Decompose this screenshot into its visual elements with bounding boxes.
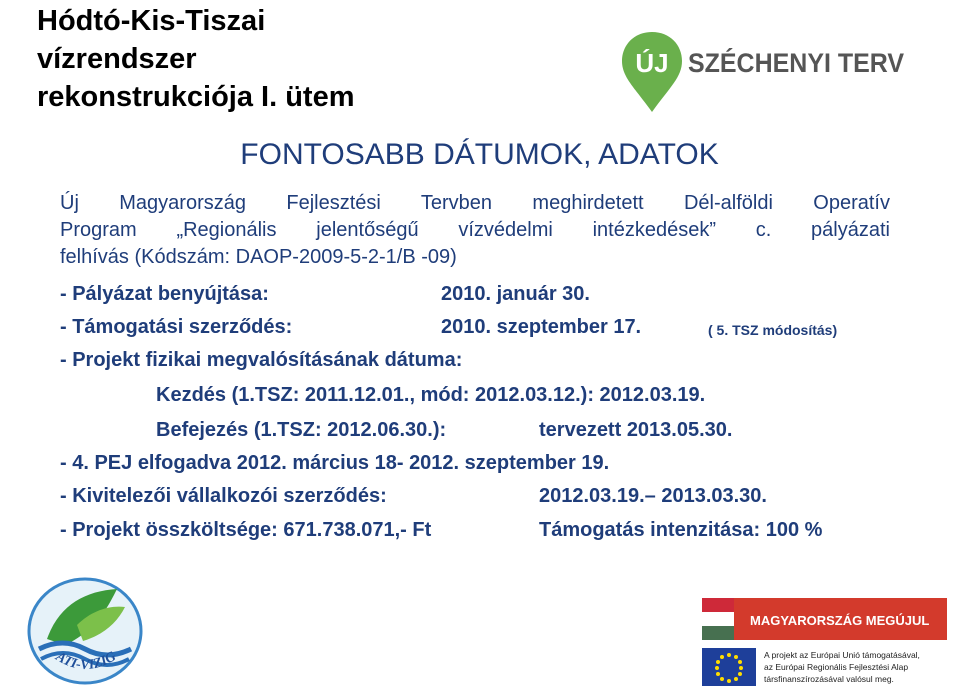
intensity-value: Támogatás intenzitása: 100 %: [539, 519, 823, 541]
start-text: Kezdés (1.TSZ: 2011.12.01., mód: 2012.03.12.): 2012.03.19.: [156, 384, 706, 406]
magyarorszag-text: MAGYARORSZÁG MEGÚJUL: [750, 613, 930, 628]
magyarorszag-megujul-banner: [702, 598, 947, 640]
contract-note: ( 5. TSZ módosítás): [708, 322, 838, 338]
title-line-3: rekonstrukciója I. ütem: [37, 81, 355, 113]
physical-label: - Projekt fizikai megvalósításának dátuma:: [60, 349, 463, 371]
pej-text: - 4. PEJ elfogadva 2012. március 18- 2012. szeptember 19.: [60, 452, 610, 474]
szechenyi-terv-text: SZÉCHENYI TERV: [688, 48, 910, 78]
eu-funding-banner: [702, 646, 952, 690]
intro-line-1: Új Magyarország Fejlesztési Tervben meghirdetett Dél-alföldi Operatív: [60, 192, 890, 214]
title-line-2: vízrendszer: [37, 43, 197, 75]
intro-paragraph: [60, 190, 890, 271]
end-label: Befejezés (1.TSZ: 2012.06.30.):: [156, 419, 447, 441]
contract-label: - Támogatási szerződés:: [60, 316, 293, 338]
submission-label: - Pályázat benyújtása:: [60, 283, 269, 305]
cost-label: - Projekt összköltsége: 671.738.071,- Ft: [60, 519, 432, 541]
intro-line-3: felhívás (Kódszám: DAOP-2009-5-2-1/B -09): [60, 246, 457, 268]
submission-value: 2010. január 30.: [441, 283, 590, 305]
contract-value: 2010. szeptember 17.: [441, 316, 642, 338]
end-value: tervezett 2013.05.30.: [539, 419, 733, 441]
section-heading: FONTOSABB DÁTUMOK, ADATOK: [240, 138, 719, 171]
intro-line-2: Program „Regionális jelentőségű vízvédelmi intézkedések” c. pályázati: [60, 219, 890, 241]
ati-vizig-logo: [25, 575, 145, 687]
ati-vizig-text: ATI-VIZIG: [52, 649, 119, 674]
eu-text: A projekt az Európai Unió támogatásával, az Európai Regionális Fejlesztési Alap társfinanszírozásával valósul meg.: [764, 650, 920, 684]
project-title: [37, 2, 355, 116]
contractor-value: 2012.03.19.– 2013.03.30.: [539, 485, 767, 507]
title-line-1: Hódtó-Kis-Tiszai: [37, 5, 266, 37]
szechenyi-uj-text: ÚJ: [635, 48, 669, 78]
szechenyi-terv-logo: [620, 30, 910, 115]
contractor-label: - Kivitelezői vállalkozói szerződés:: [60, 485, 387, 507]
